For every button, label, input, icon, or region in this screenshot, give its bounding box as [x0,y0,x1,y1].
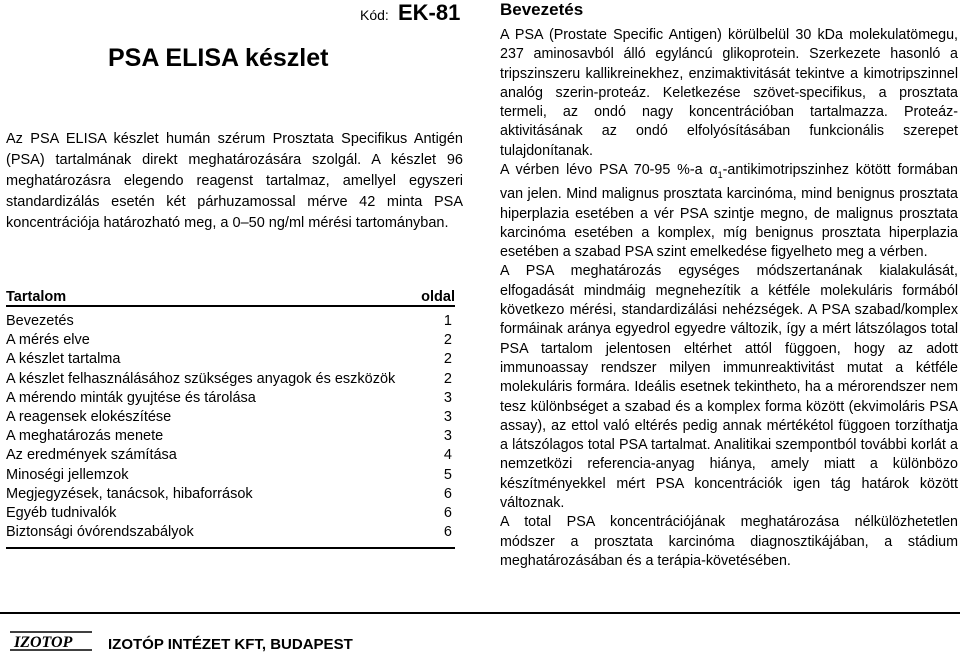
toc-item[interactable] [6,389,455,408]
alpha-subscript: 1 [717,169,723,180]
intro-section-paragraph-4: A total PSA koncentrációjának meghatározása nélkülözhetetlen módszer a prosztata karcinóma diagnosztikájában, a stádium meghatározásában és a terápia-követésében. [500,514,958,569]
table-of-contents [6,277,455,549]
intro-section-paragraph-1: A PSA (Prostate Specific Antigen) körülbelül 30 kDa molekulatömegu, 237 aminosavból álló egyláncú glikoprotein. Szerkezete hasonló a tripszinszeru kallikreinekhez, enzimaktivitását tekintve a kimotripszinnel analóg szerin-proteáz. Keletkezése szövet-specifikus, a prosztata termeli, az ondó nagy koncentrációban tartalmazza. Proteáz-aktivitásának az ondó elfolyósításában funkcionális szerepet tulajdonítanak. [500,27,958,159]
toc-item-page: 1 [443,313,452,329]
footer-rule [0,612,960,614]
toc-item-page: 5 [443,466,452,483]
toc-item-page: 2 [443,351,452,368]
toc-item-page: 3 [443,408,452,425]
toc-item[interactable] [6,350,455,369]
toc-item-label: Bevezetés [6,313,74,329]
toc-item-page: 6 [443,524,452,541]
intro-section-paragraph-2 [500,161,958,262]
toc-page-header: oldal [421,289,455,305]
document-code [360,0,464,30]
toc-item[interactable] [6,312,455,331]
toc-item[interactable] [6,485,455,504]
toc-item[interactable] [6,446,455,465]
toc-item-label: Megjegyzések, tanácsok, hibaforrások [6,485,253,502]
toc-item-label: Biztonsági óvórendszabályok [6,524,194,541]
toc-item-label: Minoségi jellemzok [6,466,129,483]
toc-item[interactable] [6,523,455,542]
logo-text: IZOTOP [14,634,73,651]
toc-list [6,312,455,549]
p2-text-after: -antikimotripszinhez kötött formában van jelen. Mind malignus prosztata karcinóma, mind benignus prosztata hiperplazia esetében a vér PSA szintje megno, de malignus prosztata karcinóma esetében a komplex, míg benignus prosztata hiperplazia esetében a szabad PSA szint emelkedése figyelheto meg a vérben. [500,162,958,261]
toc-item-label: Egyéb tudnivalók [6,504,117,521]
toc-item[interactable] [6,427,455,446]
toc-item[interactable] [6,466,455,485]
p2-text-before: A vérben lévo PSA 70-95 %-a [500,162,710,179]
alpha-symbol: α [709,162,718,179]
toc-item-label: A készlet felhasználásához szükséges anyagok és eszközök [6,370,396,387]
izotop-logo [8,629,94,653]
toc-item-label: A mérés elve [6,332,90,349]
company-name: IZOTÓP INTÉZET KFT, BUDAPEST [108,636,353,653]
toc-item[interactable] [6,331,455,350]
toc-item-label: Az eredmények számítása [6,447,177,464]
intro-section-paragraph-3: A PSA meghatározás egységes módszertanának kialakulását, elfogadását mindmáig megnehezítik a kétféle molekuláris formából következo mérési, standardizálási nehézségek. A PSA szabad/komplex formáinak aránya egyedrol egyedre változik, így a mért látszólagos total PSA tartalom jelentosen eltérhet attól függoen, hogy az adott immunoassay rendszer milyen immunreaktivitást mutat a kétféle molekuláris formára. Ideális esetnek tekintheto, ha a mérorendszer nem tesz különbséget a szabad és a komplex forma között (ekvimoláris PSA assay), az ettol való eltérés pedig annak mértékétol függoen torzíthatja a látszólagos total PSA tartalmat. Analitikai szempontból további korlát a nemzetközi referencia-anyag hiánya, amely miatt a különbözo készítményekkel mért PSA koncentrációk igen tág határok között változnak. [500,263,958,511]
toc-item-page: 2 [443,332,452,349]
introduction-section [500,0,958,571]
toc-item-page: 3 [443,389,452,406]
page-title: PSA ELISA készlet [108,44,329,72]
toc-item-page: 4 [443,447,452,464]
toc-title: Tartalom [6,289,67,305]
toc-header [6,277,455,307]
section-title: Bevezetés [500,0,584,19]
toc-item-page: 2 [443,370,452,387]
toc-item[interactable] [6,408,455,427]
toc-item-label: A reagensek elokészítése [6,408,172,425]
toc-item-page: 6 [443,504,452,521]
code-value: EK-81 [398,0,461,25]
code-label: Kód: [360,7,389,23]
toc-item[interactable] [6,504,455,523]
toc-item-page: 3 [443,428,452,445]
toc-item-label: A mérendo minták gyujtése és tárolása [6,389,256,406]
toc-item-label: A készlet tartalma [6,351,121,368]
toc-item-page: 6 [443,485,452,502]
toc-item-label: A meghatározás menete [6,428,164,445]
toc-item[interactable] [6,370,455,389]
intro-paragraph: Az PSA ELISA készlet humán szérum Prosztata Specifikus Antigén (PSA) tartalmának direkt meghatározására szolgál. A készlet 96 meghatározásra elegendo reagenst tartalmaz, amellyel egyszeri standardizálás esetén két párhuzamossal mérve 42 minta PSA koncentrációja határozható meg, a 0–50 ng/ml mérési tartományban. [6,131,463,231]
